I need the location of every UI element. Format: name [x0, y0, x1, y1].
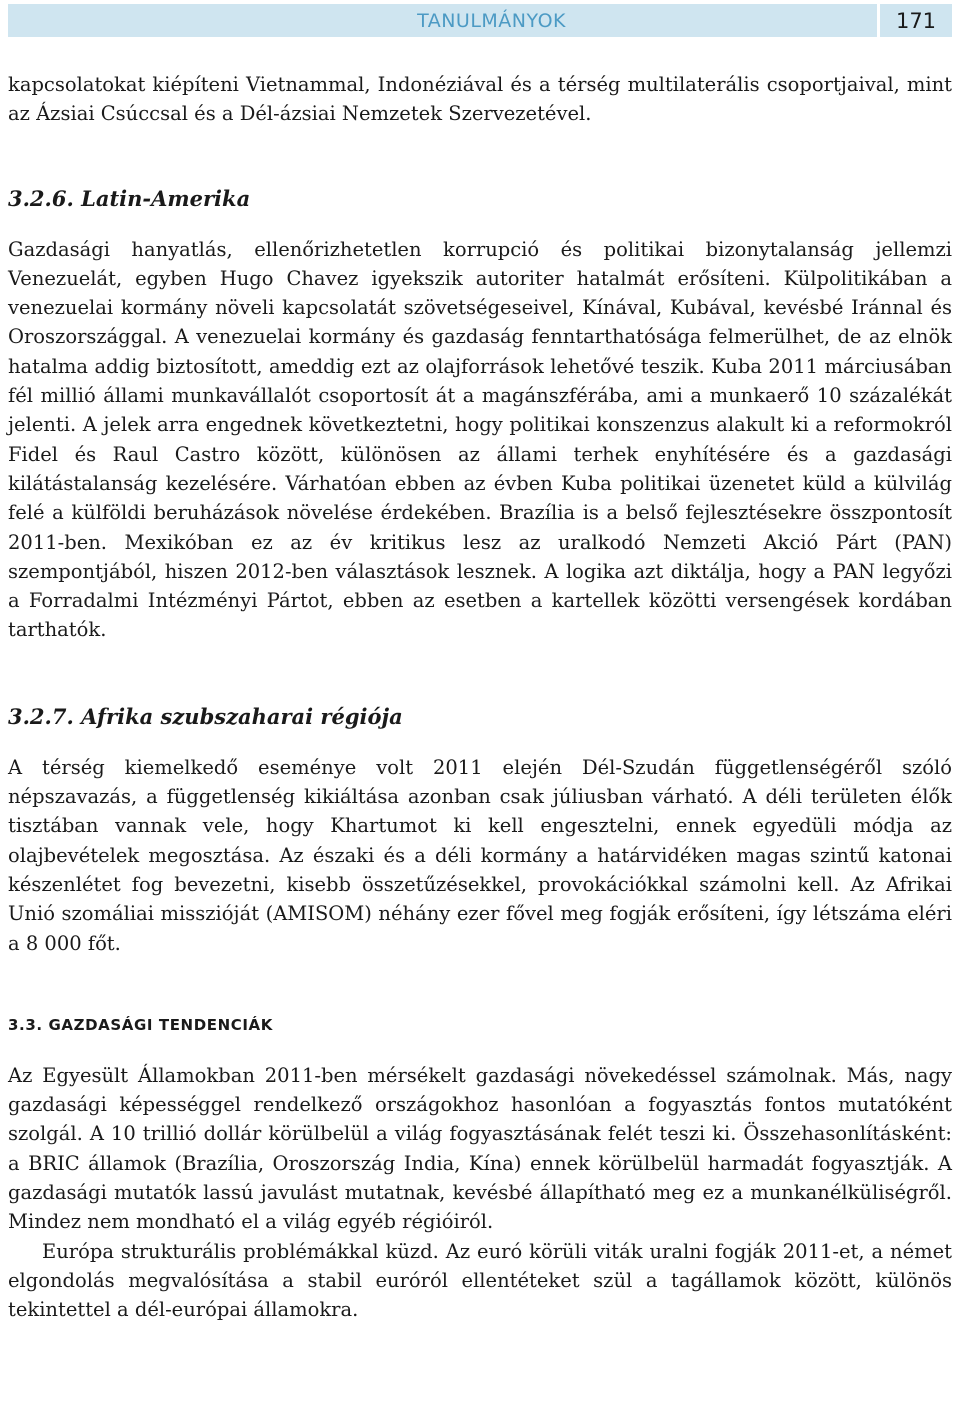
section-326-heading: 3.2.6. Latin-Amerika [8, 185, 251, 211]
section-33-heading: 3.3. GAZDASÁGI TENDENCIÁK [8, 1015, 273, 1034]
section-327-paragraph: A térség kiemelkedő eseménye volt 2011 elején Dél-Szudán függetlenségéről szóló népszavazás, a függetlenség kikiáltása azonban csak júliusban várható. A déli területen élők tisztában vannak vele, hogy Khartumot ki kell engesztelni, ennek egyedüli módja az olajbevételek megosztása. Az északi és a déli kormány a határvidéken magas szintű katonai készenlétet fog bevezetni, kisebb összetűzésekkel, provokációkkal számolni kell. Az Afrikai Unió szomáliai misszióját (AMISOM) néhány ezer fővel meg fogják erősíteni, így létszáma eléri a 8 000 főt. [8, 755, 952, 955]
intro-paragraph: kapcsolatokat kiépíteni Vietnammal, Indonéziával és a térség multilaterális csoportjaival, mint az Ázsiai Csúccsal és a Dél-ázsiai Nemzetek Szervezetével. [8, 73, 952, 126]
page-header [8, 4, 952, 37]
section-327-heading: 3.2.7. Afrika szubszaharai régiója [8, 703, 403, 729]
header-bar [8, 4, 877, 37]
section-33-paragraph-2: Európa strukturális problémákkal küzd. Az euró körüli viták uralni fogják 2011-et, a német elgondolás megvalósítása a stabil euróról ellentéteket szül a tagállamok között, különös tekintettel a dél-európai államokra. [8, 1239, 952, 1322]
section-326-paragraph: Gazdasági hanyatlás, ellenőrizhetetlen korrupció és politikai bizonytalanság jellemzi Venezuelát, egyben Hugo Chavez igyekszik autoriter hatalmát erősíteni. Külpolitikában a venezuelai kormány növeli kapcsolatát szövetségeseivel, Kínával, Kubával, kevésbé Iránnal és Oroszországgal. A venezuelai kormány és gazdaság fenntarthatósága felmerülhet, de az elnök hatalma addig biztosított, ameddig ezt az olajforrások lehetővé teszik. Kuba 2011 márciusában fél millió állami munkavállalót csoportosít át a magánszférába, ami a munkaerő 10 százalékát jelenti. A jelek arra engednek következtetni, hogy politikai konszenzus alakult ki a reformokról Fidel és Raul Castro között, különösen az állami terhek enyhítésére és a gazdasági kilátástalanság kezelésére. Várhatóan ebben az évben Kuba politikai üzenetet küld a külvilág felé a külföldi beruházások növelése érdekében. Brazília is a belső fejlesztésekre összpontosít 2011-ben. Mexikóban ez az év kritikus lesz az uralkodó Nemzeti Akció Párt (PAN) szempontjából, hiszen 2012-ben választások lesznek. A logika azt diktálja, hogy a PAN legyőzi a Forradalmi Intézményi Pártot, ebben az esetben a kartellek közötti versengések kordában tarthatók. [8, 237, 952, 642]
section-33-paragraph-1: Az Egyesült Államokban 2011-ben mérsékelt gazdasági növekedéssel számolnak. Más, nagy gazdasági képességgel rendelkező országokhoz hasonlóan a fogyasztás fontos mutatóként szolgál. A 10 trillió dollár körülbelül a világ fogyasztásának felét teszi ki. Összehasonlításként: a BRIC államok (Brazília, Oroszország India, Kína) ennek körülbelül harmadát fogyasztják. A gazdasági mutatók lassú javulást mutatnak, kevésbé állapítható meg ez a munkanélküliségről. Mindez nem mondható el a világ egyéb régióiról. [8, 1063, 952, 1234]
page-number: 171 [880, 4, 952, 37]
page-content [8, 70, 952, 1325]
running-title: TANULMÁNYOK [417, 9, 566, 32]
